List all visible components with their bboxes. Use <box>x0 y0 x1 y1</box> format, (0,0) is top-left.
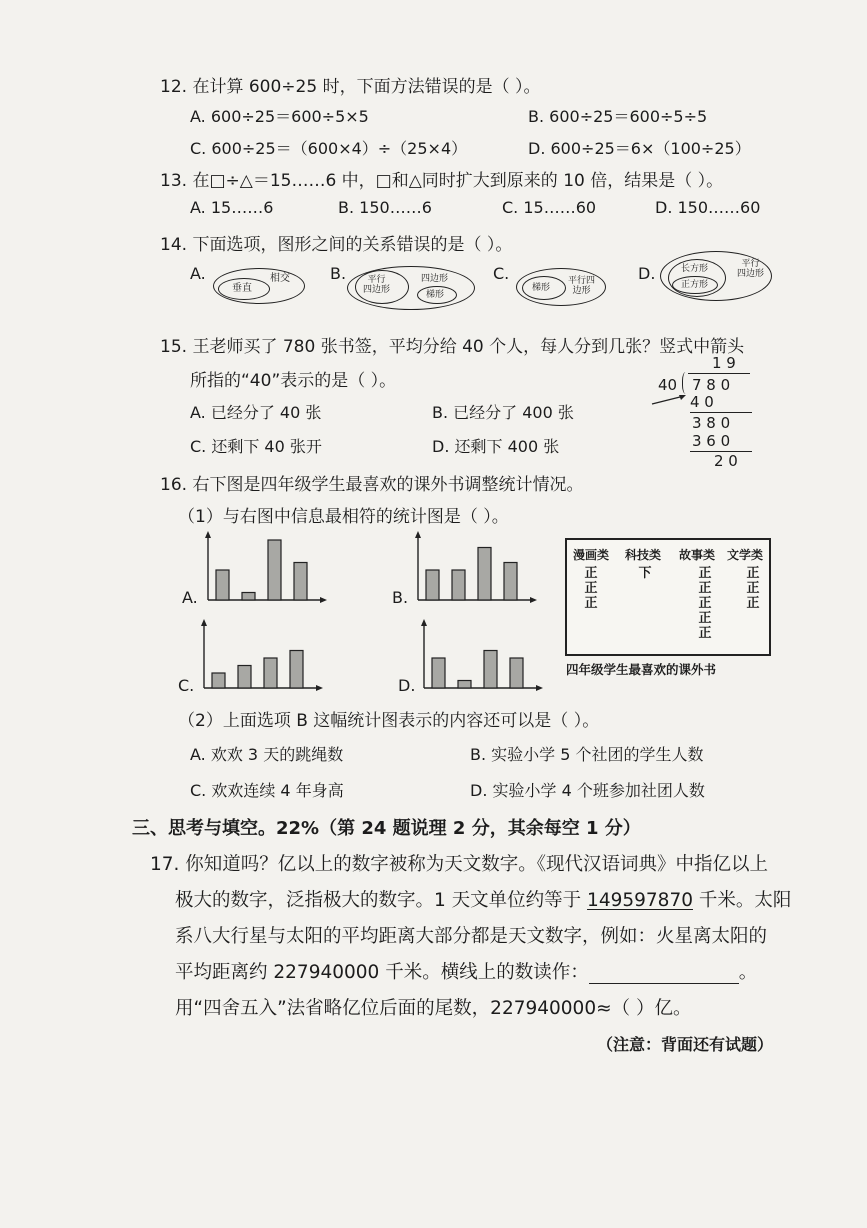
division-bar <box>688 373 750 374</box>
q17-line5: 用“四舍五入”法省略亿位后面的尾数，227940000≈（ ）亿。 <box>175 998 692 1019</box>
q17-line3: 系八大行星与太阳的平均距离大部分都是天文数字，例如：火星离太阳的 <box>175 926 768 947</box>
q15-stem-line1: 15. 王老师买了 780 张书签，平均分给 40 个人，每人分到几张？竖式中箭头 <box>160 337 745 357</box>
long-division <box>650 352 760 470</box>
q16-sub2: （2）上面选项 B 这幅统计图表示的内容还可以是（ ）。 <box>178 711 600 731</box>
chart-b-bar-4 <box>504 563 517 601</box>
division-quotient: 1 9 <box>712 354 736 372</box>
q16-option-d: D. 实验小学 4 个班参加社团人数 <box>470 781 705 800</box>
chart-b <box>406 530 546 606</box>
q14-b-left-label: 平行 四边形 <box>363 275 391 295</box>
q15-option-a: A. 已经分了 40 张 <box>190 403 322 422</box>
q17-line4-text: 平均距离约 227940000 千米。横线上的数读作： <box>175 962 589 983</box>
q14-a-outer-label: 相交 <box>270 273 290 284</box>
q16-option-b: B. 实验小学 5 个社团的学生人数 <box>470 745 704 764</box>
tally-header-literature: 文学类 <box>727 548 764 562</box>
division-line1 <box>690 412 752 413</box>
chart-c <box>192 618 332 694</box>
q14-c-letter: C. <box>493 264 510 283</box>
division-step3: 3 6 0 <box>692 432 731 450</box>
chart-d-bar-1 <box>432 658 445 688</box>
q17-answer-blank[interactable] <box>589 965 739 984</box>
division-divisor: 40 <box>658 376 678 394</box>
q16-option-c: C. 欢欢连续 4 年身高 <box>190 781 344 800</box>
q14-d-mid-label: 长方形 <box>681 264 709 274</box>
q13-option-a: A. 15……6 <box>190 198 274 217</box>
q17-line2 <box>175 886 791 912</box>
chart-a-bar-1 <box>216 570 229 600</box>
q13-option-c: C. 15……60 <box>502 198 597 217</box>
footer-note: （注意：背面还有试题） <box>597 1035 774 1054</box>
chart-d-label: D. <box>398 676 416 695</box>
q14-b-letter: B. <box>330 264 347 283</box>
q15-stem-line2: 所指的“40”表示的是（ ）。 <box>190 371 397 391</box>
chart-a-x-arrow <box>320 597 327 603</box>
q15-option-c: C. 还剩下 40 张开 <box>190 437 322 456</box>
q17-astro-unit-number: 149597870 <box>587 890 693 911</box>
tally-header-story: 故事类 <box>679 548 716 562</box>
q12-option-c: C. 600÷25＝（600×4）÷（25×4） <box>190 139 468 158</box>
division-step1: 4 0 <box>690 393 714 411</box>
tally-header-science: 科技类 <box>625 548 662 562</box>
q14-d-letter: D. <box>638 264 656 283</box>
chart-d-bar-4 <box>510 658 523 688</box>
q14-d-inner-label: 正方形 <box>681 280 709 290</box>
chart-d-y-arrow <box>421 619 427 626</box>
q17-line1: 17. 你知道吗？亿以上的数字被称为天文数字。《现代汉语词典》中指亿以上 <box>150 854 769 875</box>
q13-option-b: B. 150……6 <box>338 198 432 217</box>
q14-stem: 14. 下面选项，图形之间的关系错误的是（ ）。 <box>160 235 513 255</box>
division-dividend: 7 8 0 <box>692 376 731 394</box>
q12-option-b: B. 600÷25＝600÷5÷5 <box>528 107 708 126</box>
q14-a-letter: A. <box>190 264 206 283</box>
q12-option-d: D. 600÷25＝6×（100÷25） <box>528 139 751 158</box>
tally-table <box>565 538 771 656</box>
q13-stem: 13. 在□÷△＝15……6 中，□和△同时扩大到原来的 10 倍，结果是（ ）。 <box>160 171 724 191</box>
chart-a-bar-4 <box>294 563 307 601</box>
q12-option-a: A. 600÷25＝600÷5×5 <box>190 107 369 126</box>
q14-c-inner-label: 梯形 <box>532 283 551 293</box>
chart-c-x-arrow <box>316 685 323 691</box>
chart-c-bar-2 <box>238 666 251 689</box>
chart-b-bar-2 <box>452 570 465 600</box>
q16-sub1: （1）与右图中信息最相符的统计图是（ ）。 <box>178 507 509 527</box>
q14-a-inner-label: 垂直 <box>232 283 252 294</box>
q12-stem: 12. 在计算 600÷25 时，下面方法错误的是（ ）。 <box>160 77 541 97</box>
division-arrow-icon <box>650 392 690 406</box>
q14-c-outer-label: 平行四 边形 <box>568 276 596 296</box>
chart-d-bar-3 <box>484 651 497 689</box>
section3-title: 三、思考与填空。22%（第 24 题说理 2 分，其余每空 1 分） <box>132 818 641 839</box>
q15-option-d: D. 还剩下 400 张 <box>432 437 560 456</box>
chart-c-bar-3 <box>264 658 277 688</box>
chart-a-bar-2 <box>242 593 255 601</box>
chart-a-y-arrow <box>205 531 211 538</box>
chart-b-x-arrow <box>530 597 537 603</box>
chart-c-label: C. <box>178 676 195 695</box>
q17-line4 <box>175 958 757 984</box>
q16-stem: 16. 右下图是四年级学生最喜欢的课外书调整统计情况。 <box>160 475 584 495</box>
division-remainder: 2 0 <box>714 452 738 470</box>
q15-option-b: B. 已经分了 400 张 <box>432 403 574 422</box>
tally-col-comics: 正 正 正 <box>584 566 598 611</box>
tally-col-science: 下 <box>638 566 652 581</box>
tally-col-story: 正 正 正 正 正 <box>698 566 712 641</box>
q14-b-right-inner-label: 梯形 <box>426 290 445 300</box>
chart-c-y-arrow <box>201 619 207 626</box>
chart-c-bar-4 <box>290 651 303 689</box>
chart-b-bar-1 <box>426 570 439 600</box>
q14-d-outer-label: 平行 四边形 <box>737 259 765 279</box>
q16-option-a: A. 欢欢 3 天的跳绳数 <box>190 745 344 764</box>
q13-option-d: D. 150……60 <box>655 198 761 217</box>
chart-a-label: A. <box>182 588 198 607</box>
q17-line2-start: 极大的数字，泛指极大的数字。1 天文单位约等于 <box>175 890 588 911</box>
chart-b-label: B. <box>392 588 409 607</box>
chart-a-bar-3 <box>268 540 281 600</box>
tally-header-comics: 漫画类 <box>573 548 610 562</box>
chart-a <box>196 530 336 606</box>
division-step2: 3 8 0 <box>692 414 731 432</box>
chart-b-bar-3 <box>478 548 491 601</box>
division-bracket <box>682 372 691 394</box>
tally-col-literature: 正 正 正 <box>746 566 760 611</box>
chart-d-bar-2 <box>458 681 471 689</box>
q17-line4-end: 。 <box>738 962 758 983</box>
tally-caption: 四年级学生最喜欢的课外书 <box>566 662 717 677</box>
chart-d-x-arrow <box>536 685 543 691</box>
chart-c-bar-1 <box>212 673 225 688</box>
q17-line2-end: 千米。太阳 <box>692 890 792 911</box>
chart-b-y-arrow <box>415 531 421 538</box>
chart-d <box>412 618 552 694</box>
q14-b-right-top-label: 四边形 <box>421 274 449 284</box>
